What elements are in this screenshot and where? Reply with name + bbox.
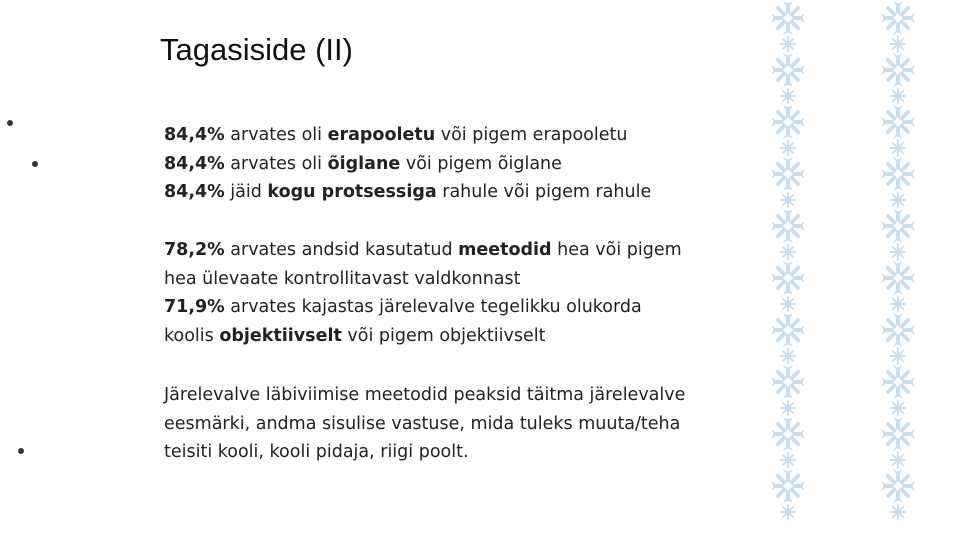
snowflake-icon <box>772 210 804 242</box>
emphasis-text: erapooletu <box>327 125 436 145</box>
snowflake-icon <box>772 54 804 86</box>
small-snowflake-icon <box>891 245 905 259</box>
small-snowflake-icon <box>891 141 905 155</box>
conclusion-line: teisiti kooli, kooli pidaja, riigi poolt. <box>164 442 469 462</box>
feedback-block-1 <box>164 121 764 207</box>
percent-value: 84,4% <box>164 182 225 202</box>
snowflake-column <box>882 2 914 519</box>
snowflake-icon <box>882 2 914 34</box>
feedback-line <box>164 322 764 351</box>
snowflake-icon <box>882 418 914 450</box>
snowflake-icon <box>882 262 914 294</box>
small-snowflake-icon <box>891 401 905 415</box>
text-span: või pigem objektiivselt <box>341 325 546 346</box>
small-snowflake-icon <box>781 297 795 311</box>
snowflake-icon <box>772 158 804 190</box>
small-snowflake-icon <box>781 505 795 519</box>
snowflake-icon <box>772 418 804 450</box>
emphasis-text: õiglane <box>327 153 401 174</box>
emphasis-text: objektiivselt <box>219 325 342 346</box>
small-snowflake-icon <box>781 245 795 259</box>
text-span: jäid <box>224 182 268 202</box>
conclusion-line: eesmärki, andma sisulise vastuse, mida tuleks muuta/teha <box>164 413 681 434</box>
emphasis-text: kogu protsessiga <box>267 182 437 202</box>
small-snowflake-icon <box>781 453 795 467</box>
text-span: arvates andsid kasutatud <box>224 240 459 260</box>
snowflake-pattern-icon <box>760 0 958 539</box>
small-snowflake-icon <box>891 297 905 311</box>
small-snowflake-icon <box>781 401 795 415</box>
snowflake-icon <box>772 470 804 502</box>
feedback-line <box>164 121 764 150</box>
percent-value: 71,9% <box>164 297 225 317</box>
snowflake-icon <box>882 210 914 242</box>
feedback-line <box>164 150 764 179</box>
small-snowflake-icon <box>781 349 795 363</box>
slide-title: Tagasiside (II) <box>160 32 353 67</box>
text-span: koolis <box>164 325 220 346</box>
snowflake-icon <box>882 106 914 138</box>
percent-value: 84,4% <box>164 125 225 145</box>
feedback-line <box>164 293 764 322</box>
snowflake-icon <box>772 262 804 294</box>
small-snowflake-icon <box>781 89 795 103</box>
small-snowflake-icon <box>891 505 905 519</box>
snowflake-icon <box>882 158 914 190</box>
text-span: arvates kajastas järelevalve tegelikku olukorda <box>224 297 642 317</box>
small-snowflake-icon <box>781 37 795 51</box>
snowflake-icon <box>772 2 804 34</box>
small-snowflake-icon <box>781 193 795 207</box>
percent-value: 84,4% <box>164 153 225 174</box>
text-span: arvates oli <box>224 153 328 174</box>
feedback-line <box>164 178 764 207</box>
small-snowflake-icon <box>891 89 905 103</box>
feedback-line: hea ülevaate kontrollitavast valdkonnast <box>164 268 521 289</box>
small-snowflake-icon <box>891 349 905 363</box>
snowflake-icon <box>772 366 804 398</box>
bullet-dot-icon <box>18 448 24 454</box>
conclusion-line: Järelevalve läbiviimise meetodid peaksid täitma järelevalve <box>164 385 686 405</box>
snowflake-icon <box>772 314 804 346</box>
snowflake-column <box>772 2 804 519</box>
snowflake-icon <box>882 314 914 346</box>
snowflake-icon <box>882 470 914 502</box>
bullet-dot-icon <box>32 161 38 167</box>
snowflake-icon <box>882 54 914 86</box>
bullet-dot-icon <box>7 120 13 126</box>
snowflake-icon <box>882 366 914 398</box>
text-span: rahule või pigem rahule <box>436 182 652 202</box>
feedback-block-2 <box>164 236 764 350</box>
snowflake-icon <box>772 106 804 138</box>
feedback-line <box>164 236 764 265</box>
small-snowflake-icon <box>781 141 795 155</box>
text-span: või pigem erapooletu <box>435 125 628 145</box>
small-snowflake-icon <box>891 453 905 467</box>
text-span: hea või pigem <box>551 240 682 260</box>
small-snowflake-icon <box>891 193 905 207</box>
text-span: või pigem õiglane <box>400 153 562 174</box>
small-snowflake-icon <box>891 37 905 51</box>
emphasis-text: meetodid <box>458 240 552 260</box>
text-span: arvates oli <box>224 125 328 145</box>
percent-value: 78,2% <box>164 240 225 260</box>
feedback-block-3 <box>164 381 764 467</box>
